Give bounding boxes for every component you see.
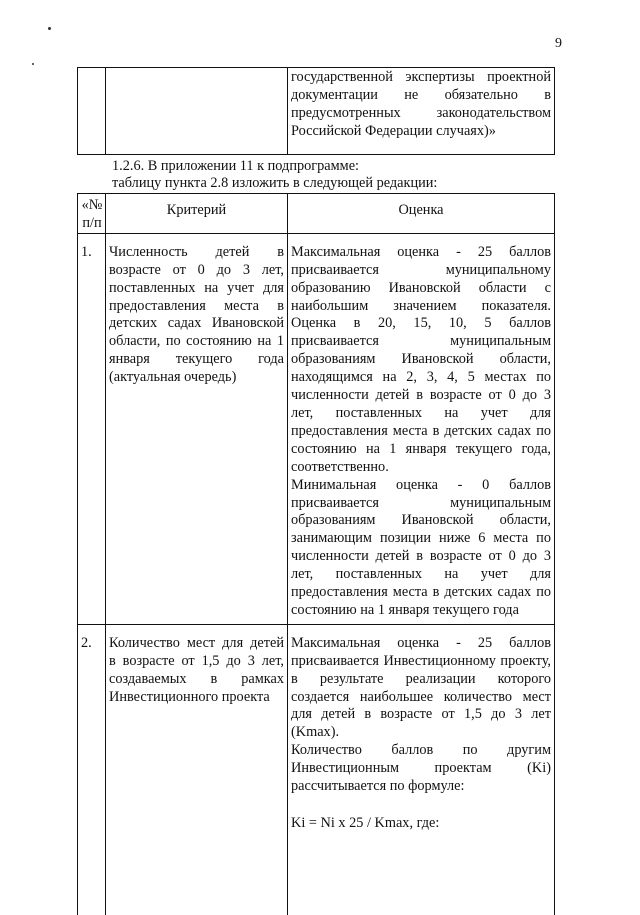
score-paragraph: Количество баллов по другим Инвестиционным проектам (Ki) рассчитывается по формуле: (291, 742, 551, 795)
table-header-row (78, 194, 555, 234)
table-row (78, 624, 555, 915)
scan-speck (48, 27, 51, 30)
header-num (78, 194, 106, 234)
formula: Ki = Ni x 25 / Kmax, где: (291, 814, 440, 831)
amendment-intro-line-2: таблицу пункта 2.8 изложить в следующей редакции: (112, 175, 438, 191)
scan-speck (32, 63, 34, 65)
criterion-text: Численность детей в возрасте от 0 до 3 лет, поставленных на учет для предоставления места в детских садах Ивановской области, по состоянию на 1 января текущего года (актуальная очередь) (109, 243, 284, 386)
row-criterion (106, 624, 288, 915)
score-paragraph: Минимальная оценка - 0 баллов присваивается муниципальным образованиям Ивановской области, занимающим позиции ниже 6 места по численности детей в возрасте от 0 до 3 лет, поставленных на учет для предоставления места в детских садах по состоянию на 1 января текущего года (291, 476, 551, 618)
score-paragraph: Максимальная оценка - 25 баллов присваивается Инвестиционному проекту, в результате реализации которого создается наибольшее количество мест для детей в возрасте от 1,5 до 3 лет (Kmax). (291, 634, 551, 741)
row-score (288, 233, 555, 624)
row-criterion (106, 233, 288, 624)
score-paragraph: Максимальная оценка - 25 баллов присваивается муниципальному образованию Ивановской области с наибольшим значением показателя. Оценка в 20, 15, 10, 5 баллов присваивается муниципальным образованиям Ивановской области, находящимся на 2, 3, 4, 5 местах по численности детей в возрасте от 0 до 3 лет, поставленных на учет для предоставления места в детских садах по состоянию на 1 января текущего года, соответственно. (291, 243, 551, 475)
row-score (288, 624, 555, 915)
header-criterion: Критерий (106, 194, 288, 234)
criterion-text: Количество мест для детей в возрасте от 1,5 до 3 лет, создаваемых в рамках Инвестиционного проекта (109, 634, 284, 705)
fragment-text: государственной экспертизы проектной документации не обязательно в предусмотренных законодательством Российской Федерации случаях)» (291, 69, 551, 139)
fragment-num-cell (78, 68, 106, 155)
fragment-criterion-cell (106, 68, 288, 155)
header-score: Оценка (288, 194, 555, 234)
page-number: 9 (555, 36, 562, 51)
continued-table-fragment (77, 67, 555, 155)
amendment-intro-line-1: 1.2.6. В приложении 11 к подпрограмме: (112, 158, 360, 174)
row-number: 1. (78, 233, 106, 624)
table-row (78, 233, 555, 624)
criteria-table (77, 193, 555, 915)
row-number: 2. (78, 624, 106, 915)
fragment-score-cell (288, 68, 555, 155)
header-num-text: «№ п/п (81, 197, 103, 231)
